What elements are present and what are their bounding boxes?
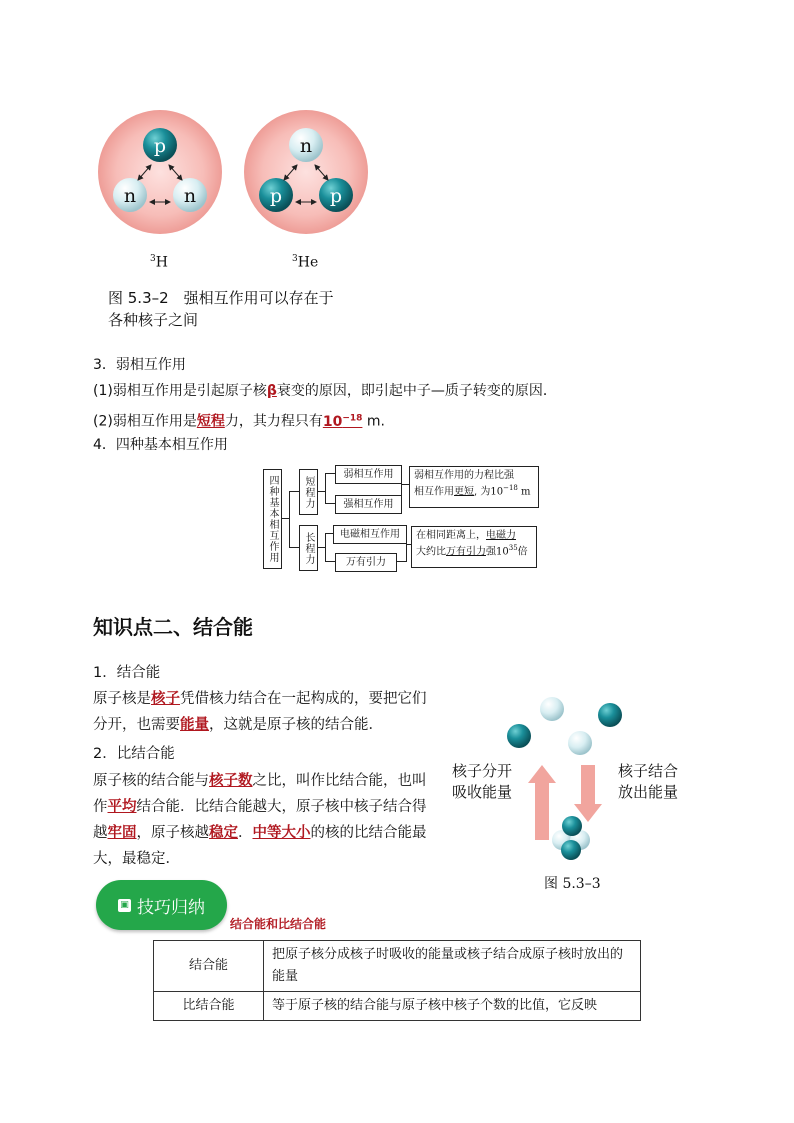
- table-value: 把原子核分成核子时吸收的能量或核子结合成原子核时放出的能量: [264, 941, 641, 992]
- nucleon-label: p: [153, 135, 167, 157]
- skill-subtitle: 结合能和比结合能: [230, 917, 327, 931]
- nuclei-figure: [90, 110, 380, 270]
- table-row: [154, 992, 641, 1021]
- combine-arrow-down: [574, 765, 602, 822]
- nucleon-label: n: [183, 185, 197, 207]
- long-range-box: 长程力: [299, 525, 318, 571]
- split-label: 核子分开 吸收能量: [452, 762, 513, 801]
- nucleon-label: p: [269, 185, 283, 207]
- proton-ball: [507, 724, 531, 748]
- subsection-heading: 1．结合能: [93, 665, 161, 681]
- section-heading: 4．四种基本相互作用: [93, 437, 228, 453]
- text-line: (2)弱相互作用是短程力，其力程只有$10^{-18}$ m.: [93, 413, 385, 430]
- weak-interaction-box: 弱相互作用: [335, 465, 402, 484]
- text-line: (1)弱相互作用是引起原子核β衰变的原因，即引起中子—质子转变的原因．: [93, 383, 557, 399]
- table-key: 比结合能: [154, 992, 264, 1021]
- table-key: 结合能: [154, 941, 264, 992]
- section-heading: 3．弱相互作用: [93, 357, 186, 373]
- subsection-heading: 2．比结合能: [93, 746, 175, 762]
- weak-range-note: 弱相互作用的力程比强 相互作用更短, 为$10^{-18}$ m: [409, 466, 539, 508]
- skill-summary-button[interactable]: [96, 880, 227, 930]
- keyword: β: [266, 383, 277, 399]
- table-row: [154, 941, 641, 992]
- skill-button-label: 技巧归纳: [137, 897, 205, 918]
- em-strength-note: 在相同距离上，电磁力 大约比万有引力强$10^{35}$倍: [411, 526, 537, 568]
- neutron-ball: [540, 697, 564, 721]
- short-range-box: 短程力: [299, 469, 318, 515]
- em-interaction-box: 电磁相互作用: [333, 525, 407, 544]
- split-arrow-up: [528, 765, 556, 840]
- nucleon-label: p: [329, 185, 343, 207]
- proton-ball: [598, 703, 622, 727]
- nucleon-label: n: [123, 185, 137, 207]
- skill-icon: ▣: [118, 899, 131, 912]
- section-title: 知识点二、结合能: [93, 615, 253, 639]
- specific-binding-paragraph: 原子核的结合能与核子数之比，叫作比结合能，也叫作平均结合能．比结合能越大，原子核中核子结合得越牢固，原子核越稳定．中等大小的核的比结合能最大，最稳定．: [93, 773, 427, 867]
- table-value: 等于原子核的结合能与原子核中核子个数的比值，它反映: [264, 992, 641, 1021]
- binding-energy-paragraph: 原子核是核子凭借核力结合在一起构成的，要把它们分开，也需要能量，这就是原子核的结合能．: [93, 691, 427, 733]
- figure-caption: 图 5.3–2 强相互作用可以存在于 各种核子之间: [108, 289, 334, 329]
- binding-energy-table: [153, 940, 641, 1021]
- tree-root-box: 四种基本相互作用: [263, 469, 282, 569]
- figure-caption: 图 5.3–3: [544, 876, 601, 892]
- combine-label: 核子结合 放出能量: [618, 762, 679, 801]
- keyword: 短程: [196, 413, 225, 430]
- neutron-ball: [568, 731, 592, 755]
- h3-label: $^3$H: [150, 254, 168, 271]
- he3-label: $^3$He: [292, 254, 319, 271]
- gravity-box: 万有引力: [335, 553, 397, 572]
- nucleon-label: n: [299, 135, 313, 157]
- strong-interaction-box: 强相互作用: [335, 495, 402, 514]
- keyword: $10^{-18}$: [322, 413, 363, 430]
